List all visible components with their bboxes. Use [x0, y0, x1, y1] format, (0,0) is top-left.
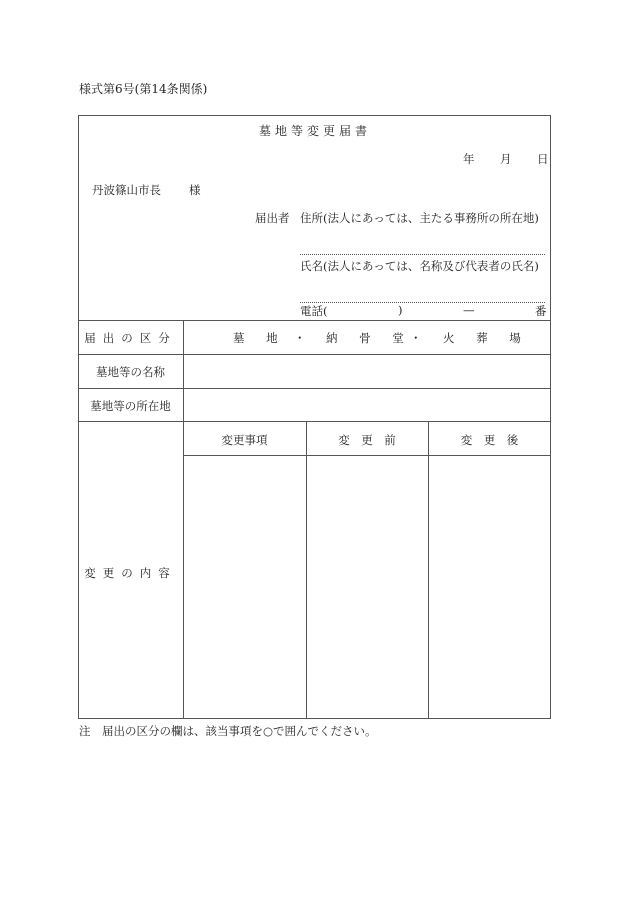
- category-separator: ・: [410, 331, 422, 345]
- phone-close-paren: ): [398, 303, 403, 317]
- addressee-name: 丹波篠山市長: [92, 183, 161, 197]
- category-option-crematorium[interactable]: 火 葬 場: [443, 331, 530, 345]
- date-year-label[interactable]: 年: [463, 152, 475, 166]
- date-month-label[interactable]: 月: [500, 152, 512, 166]
- column-divider: [306, 421, 307, 719]
- category-option-cemetery[interactable]: 墓 地: [233, 331, 287, 345]
- changes-item-field[interactable]: [185, 458, 304, 717]
- category-option-ossuary[interactable]: 納 骨 堂: [326, 331, 413, 345]
- facility-name-field[interactable]: [190, 364, 545, 382]
- category-separator: ・: [294, 331, 306, 345]
- column-divider: [183, 320, 184, 719]
- changes-after-field[interactable]: [430, 458, 549, 717]
- row-divider: [183, 455, 551, 456]
- applicant-address-label: 住所(法人にあっては、主たる事務所の所在地): [300, 211, 539, 225]
- changes-label: 変更の内容: [84, 566, 177, 580]
- changes-before-field[interactable]: [308, 458, 426, 717]
- phone-label: 電話(: [300, 304, 328, 318]
- column-divider: [428, 421, 429, 719]
- row-divider: [78, 354, 551, 355]
- row-divider: [78, 320, 551, 321]
- name-input-line[interactable]: [300, 302, 545, 303]
- category-label: 届出の区分: [84, 331, 177, 345]
- row-divider: [78, 421, 551, 422]
- address-input-line[interactable]: [300, 254, 545, 255]
- addressee-honorific: 様: [189, 183, 201, 197]
- form-number-label: 様式第6号(第14条関係): [79, 82, 208, 96]
- facility-name-label: 墓地等の名称: [96, 365, 165, 379]
- facility-location-field[interactable]: [190, 398, 545, 416]
- applicant-name-label: 氏名(法人にあっては、名称及び代表者の氏名): [300, 259, 539, 273]
- changes-column-before: 変 更 前: [338, 433, 396, 447]
- applicant-label: 届出者: [255, 211, 290, 225]
- document-title: 墓地等変更届書: [258, 124, 371, 138]
- facility-location-label: 墓地等の所在地: [90, 399, 171, 413]
- changes-column-item: 変更事項: [221, 433, 268, 447]
- row-divider: [78, 388, 551, 389]
- footnote: 注 届出の区分の欄は、該当事項を○で囲んでください。: [79, 724, 377, 738]
- date-day-label[interactable]: 日: [537, 152, 549, 166]
- phone-suffix: 番: [535, 304, 547, 318]
- changes-column-after: 変 更 後: [460, 433, 519, 447]
- phone-dash: —: [463, 303, 475, 317]
